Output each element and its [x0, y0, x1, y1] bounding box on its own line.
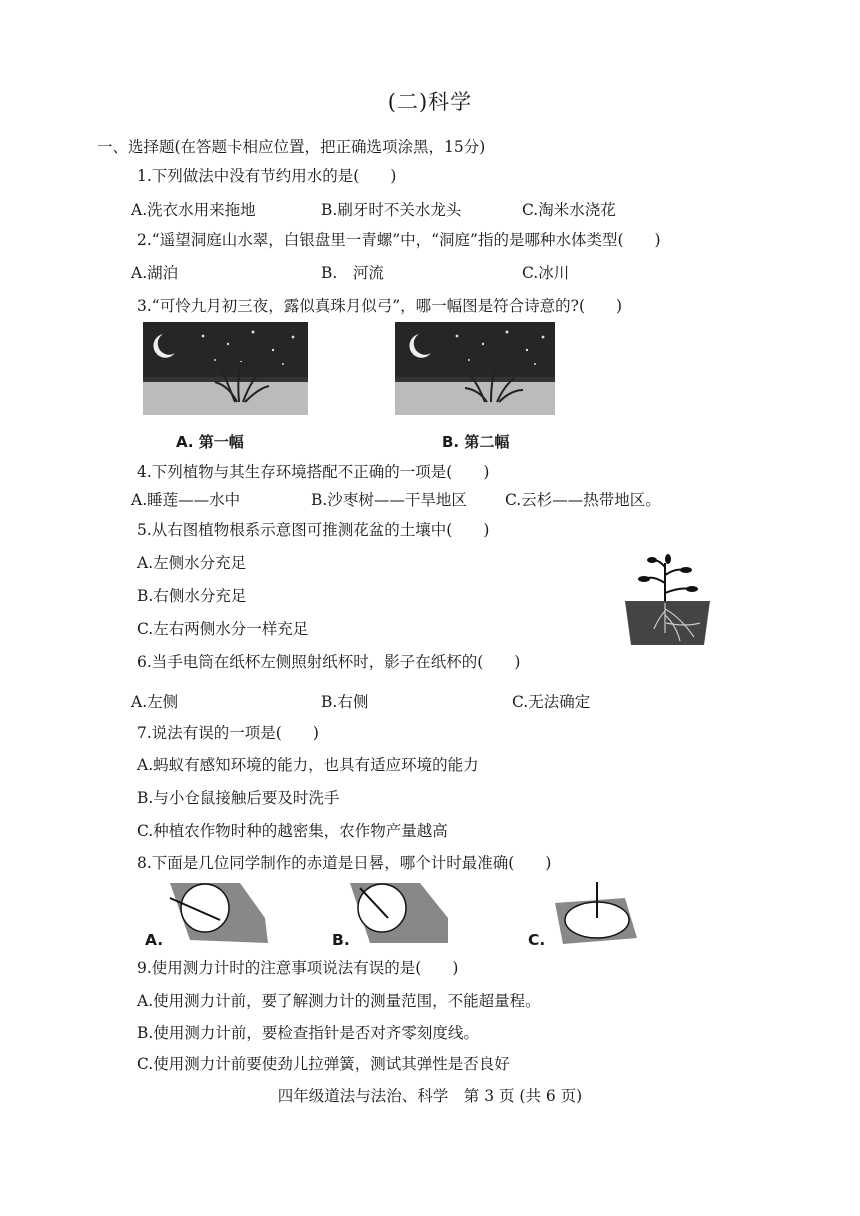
q2-stem: 2.“遥望洞庭山水翠，白银盘里一青螺”中，“洞庭”指的是哪种水体类型( )	[137, 231, 661, 249]
q6-option-c: C.无法确定	[512, 693, 591, 711]
q2-option-c: C.冰川	[522, 264, 570, 282]
q8-stem: 8.下面是几位同学制作的赤道是日晷，哪个计时最准确( )	[137, 854, 552, 872]
q6-option-b: B.右侧	[321, 693, 369, 711]
q6-option-a: A.左侧	[131, 693, 179, 711]
q4-option-a: A.睡莲——水中	[131, 491, 241, 509]
q1-stem: 1.下列做法中没有节约用水的是( )	[137, 167, 397, 185]
q3-stem: 3.“可怜九月初三夜，露似真珠月似弓”，哪一幅图是符合诗意的?( )	[137, 297, 623, 315]
q1-option-a: A.洗衣水用来拖地	[131, 201, 256, 219]
q1-option-b: B.刷牙时不关水龙头	[321, 201, 462, 219]
q9-option-b: B.使用测力计前，要检查指针是否对齐零刻度线。	[137, 1024, 479, 1042]
q5-stem: 5.从右图植物根系示意图可推测花盆的土壤中( )	[137, 521, 490, 539]
q7-stem: 7.说法有误的一项是( )	[137, 724, 319, 742]
section-heading: 一、选择题(在答题卡相应位置，把正确选项涂黑，15分)	[97, 138, 486, 156]
q5-option-a: A.左侧水分充足	[137, 554, 247, 572]
q7-option-b: B.与小仓鼠接触后要及时洗手	[137, 789, 340, 807]
sundial-image-c	[545, 878, 640, 948]
sundial-image-a	[150, 878, 270, 948]
q7-option-a: A.蚂蚁有感知环境的能力，也具有适应环境的能力	[137, 756, 479, 774]
q2-option-a: A.湖泊	[131, 264, 179, 282]
q5-option-b: B.右侧水分充足	[137, 587, 247, 605]
plant-root-pot-image	[620, 553, 715, 648]
q9-option-a: A.使用测力计前，要了解测力计的测量范围，不能超量程。	[137, 992, 541, 1010]
q9-stem: 9.使用测力计时的注意事项说法有误的是( )	[137, 959, 459, 977]
q3-option-a: A. 第一幅	[176, 433, 244, 451]
q8-option-b: B.	[332, 931, 350, 949]
q8-option-a: A.	[145, 931, 164, 949]
q4-option-b: B.沙枣树——干旱地区	[311, 491, 467, 509]
q8-option-c: C.	[528, 931, 546, 949]
night-scene-image-first	[143, 322, 308, 415]
q1-option-c: C.淘米水浇花	[522, 201, 616, 219]
page-title: (二)科学	[387, 90, 473, 114]
q4-stem: 4.下列植物与其生存环境搭配不正确的一项是( )	[137, 463, 490, 481]
q9-option-c: C.使用测力计前要使劲儿拉弹簧，测试其弹性是否良好	[137, 1055, 510, 1073]
q4-option-c: C.云杉——热带地区。	[505, 491, 661, 509]
q6-stem: 6.当手电筒在纸杯左侧照射纸杯时，影子在纸杯的( )	[137, 653, 521, 671]
q2-option-b: B. 河流	[321, 264, 384, 282]
q7-option-c: C.种植农作物时种的越密集，农作物产量越高	[137, 822, 448, 840]
q5-option-c: C.左右两侧水分一样充足	[137, 620, 309, 638]
page-footer: 四年级道法与法治、科学 第 3 页 (共 6 页)	[277, 1087, 583, 1105]
sundial-image-b	[340, 878, 450, 948]
q3-option-b: B. 第二幅	[442, 433, 510, 451]
night-scene-image-second	[395, 322, 555, 415]
